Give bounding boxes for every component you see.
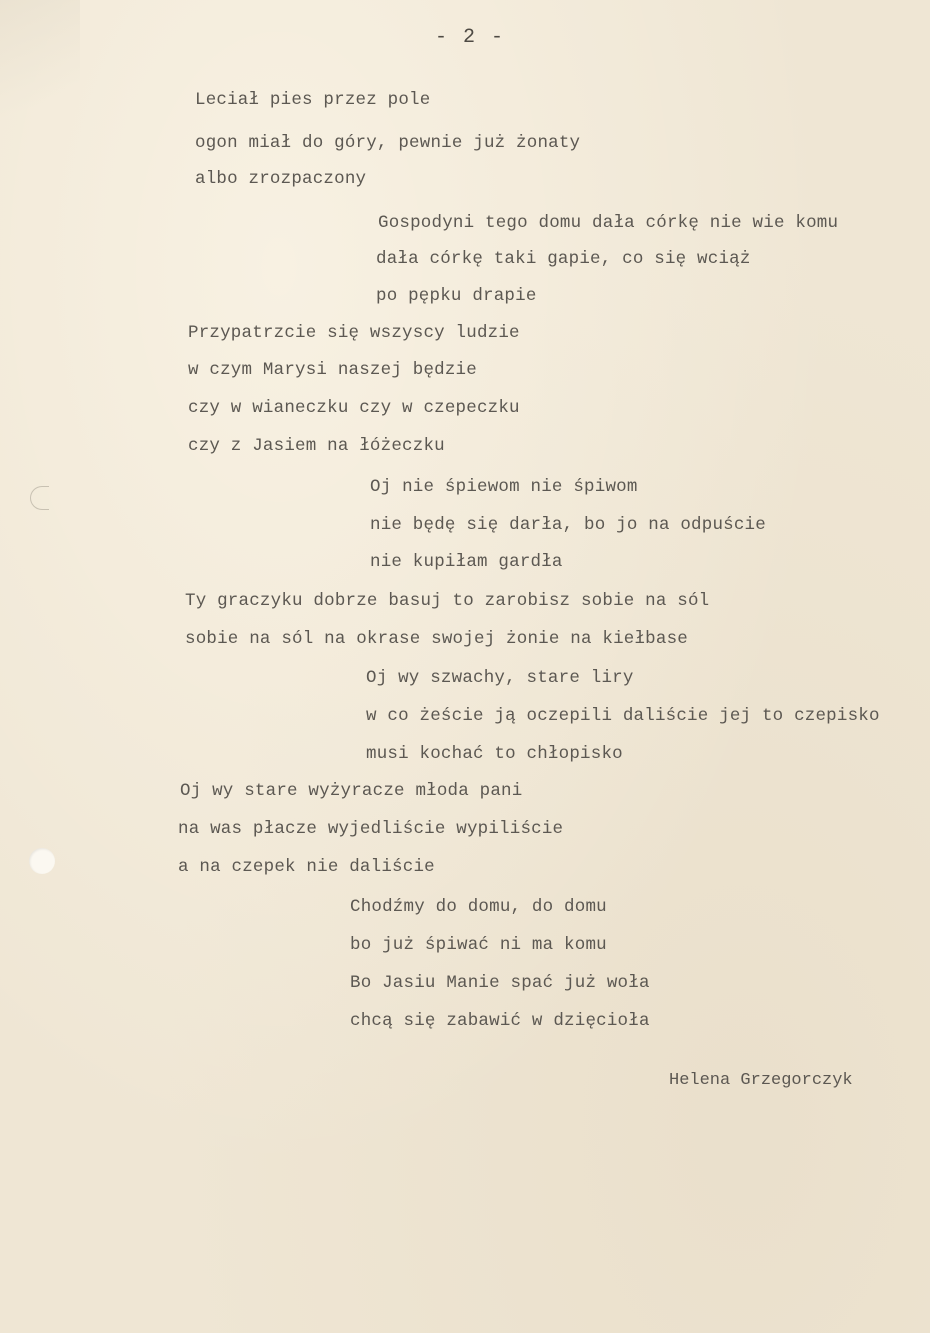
poem-line: w co żeście ją oczepili daliście jej to czepisko <box>366 706 880 726</box>
poem-line: Przypatrzcie się wszyscy ludzie <box>188 323 520 343</box>
poem-line: w czym Marysi naszej będzie <box>188 360 477 380</box>
poem-line: Chodźmy do domu, do domu <box>350 897 607 917</box>
poem-line: Ty graczyku dobrze basuj to zarobisz sobie na sól <box>185 591 710 611</box>
poem-line: Gospodyni tego domu dała córkę nie wie komu <box>378 213 839 233</box>
poem-line: Oj nie śpiewom nie śpiwom <box>370 477 638 497</box>
poem-line: ogon miał do góry, pewnie już żonaty <box>195 133 581 153</box>
poem-line: po pępku drapie <box>376 286 537 306</box>
poem-line: Oj wy szwachy, stare liry <box>366 668 634 688</box>
poem-line: czy z Jasiem na łóżeczku <box>188 436 445 456</box>
poem-line: musi kochać to chłopisko <box>366 744 623 764</box>
poem-line: sobie na sól na okrase swojej żonie na kiełbase <box>185 629 688 649</box>
poem-line: nie kupiłam gardła <box>370 552 563 572</box>
poem-line: nie będę się darła, bo jo na odpuście <box>370 515 766 535</box>
poem-line: Oj wy stare wyżyracze młoda pani <box>180 781 523 801</box>
poem-line: albo zrozpaczony <box>195 169 367 189</box>
poem-line: Leciał pies przez pole <box>195 90 431 110</box>
poem-line: bo już śpiwać ni ma komu <box>350 935 607 955</box>
paper-mark <box>30 486 49 510</box>
paper-fold-shadow <box>0 0 80 170</box>
poem-line: Bo Jasiu Manie spać już woła <box>350 973 650 993</box>
punch-hole <box>29 848 55 874</box>
poem-line: chcą się zabawić w dzięcioła <box>350 1011 650 1031</box>
poem-line: na was płacze wyjedliście wypiliście <box>178 819 564 839</box>
author-signature: Helena Grzegorczyk <box>669 1071 853 1090</box>
poem-line: czy w wianeczku czy w czepeczku <box>188 398 520 418</box>
page-number: - 2 - <box>435 26 506 49</box>
poem-line: a na czepek nie daliście <box>178 857 435 877</box>
poem-line: dała córkę taki gapie, co się wciąż <box>376 249 751 269</box>
